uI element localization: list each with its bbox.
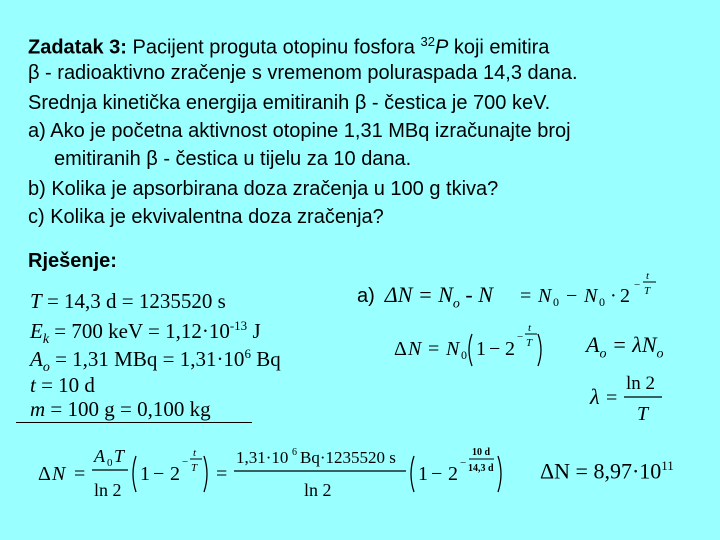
problem-line-6: b) Kolika je apsorbirana doza zračenja u 100 g tkiva?	[28, 178, 499, 200]
svg-text:N: N	[446, 338, 460, 360]
svg-text:2: 2	[448, 463, 458, 485]
svg-text:14,3 d: 14,3 d	[468, 463, 494, 474]
svg-text:−: −	[153, 463, 165, 485]
svg-text:−: −	[460, 457, 467, 469]
svg-text:t: t	[528, 322, 532, 334]
problem-line-5: emitiranih β - čestica u tijelu za 10 dana.	[54, 148, 412, 170]
svg-text:·: ·	[610, 285, 617, 307]
solution-heading: Rješenje:	[28, 250, 117, 272]
svg-text:T: T	[637, 403, 649, 425]
svg-text:=: =	[520, 285, 532, 307]
part-a-label: a)	[357, 285, 375, 307]
svg-text:−: −	[431, 463, 443, 485]
svg-text:T: T	[644, 285, 651, 297]
svg-text:t: t	[646, 270, 650, 282]
problem-line-3: Srednja kinetička energija emitiranih β - čestica je 700 keV.	[28, 92, 551, 114]
svg-text:−: −	[182, 456, 189, 468]
svg-text:Δ: Δ	[38, 463, 51, 485]
svg-text:T: T	[114, 446, 125, 466]
given-mass: m = 100 g = 0,100 kg	[30, 397, 211, 421]
delta-definition: $\Delta N = N_o - N$	[384, 282, 493, 312]
problem-line-2: β - radioaktivno zračenje s vremenom poluraspada 14,3 dana.	[28, 62, 578, 84]
given-time: t = 10 d	[30, 373, 95, 397]
svg-text:=: =	[606, 387, 618, 409]
svg-text:2: 2	[505, 338, 515, 360]
svg-text:0: 0	[553, 295, 559, 309]
svg-text:0: 0	[599, 295, 605, 309]
problem-line-7: c) Kolika je ekvivalentna doza zračenja?	[28, 206, 384, 228]
computation-formula	[36, 436, 506, 508]
svg-text:1,31·10: 1,31·10	[236, 448, 289, 467]
svg-text:A: A	[94, 446, 105, 466]
svg-text:t: t	[193, 447, 197, 459]
svg-text:N: N	[408, 338, 422, 360]
part-a-equation	[357, 282, 493, 312]
svg-text:ln 2: ln 2	[94, 480, 122, 500]
svg-text:=: =	[428, 338, 440, 360]
svg-text:0: 0	[107, 457, 113, 469]
svg-text:0: 0	[461, 348, 467, 362]
svg-text:−: −	[566, 285, 578, 307]
problem-line-1: Zadatak 3: Pacijent proguta otopinu fosfora $^{32}$P koji emitira	[28, 34, 550, 59]
svg-text:ln 2: ln 2	[626, 373, 656, 394]
svg-text:−: −	[489, 338, 501, 360]
svg-text:2: 2	[620, 285, 630, 307]
svg-text:1: 1	[140, 463, 150, 485]
delta-n-formula	[392, 320, 542, 380]
svg-text:N: N	[584, 285, 598, 307]
svg-text:ln 2: ln 2	[304, 480, 332, 500]
svg-text:T: T	[526, 337, 533, 349]
svg-text:6: 6	[292, 447, 297, 458]
svg-text:Δ: Δ	[394, 338, 407, 360]
svg-text:−: −	[634, 279, 641, 291]
svg-text:λ: λ	[590, 384, 600, 409]
svg-text:N: N	[538, 285, 552, 307]
problem-line-4: a) Ako je početna aktivnost otopine 1,31 MBq izračunajte broj	[28, 120, 571, 142]
given-period: T = 14,3 d = 1235520 s	[30, 289, 226, 313]
svg-text:2: 2	[170, 463, 180, 485]
svg-text:−: −	[517, 331, 524, 343]
given-activity: $A_o = 1,31$ MBq = $1,31\cdot 10^6$ Bq	[30, 346, 281, 376]
lambda-formula	[588, 368, 668, 428]
svg-text:1: 1	[418, 463, 428, 485]
activity-relation: $A_o = \lambda N_o$	[586, 332, 664, 362]
decay-law-formula	[518, 266, 668, 314]
svg-text:T: T	[191, 462, 198, 474]
svg-text:10 d: 10 d	[472, 447, 491, 458]
svg-text:Bq·1235520 s: Bq·1235520 s	[300, 448, 396, 467]
svg-text:=: =	[74, 463, 86, 485]
given-divider	[16, 422, 252, 423]
result-delta-n: $\Delta N = 8,97\cdot 10^{11}$	[540, 458, 674, 484]
svg-text:1: 1	[476, 338, 486, 360]
svg-text:N: N	[52, 463, 66, 485]
problem-title: Zadatak 3:	[28, 36, 127, 59]
given-energy: $E_k = 700$ keV = $1,12\cdot 10^{-13}$ J	[30, 318, 261, 348]
svg-text:=: =	[216, 463, 228, 485]
